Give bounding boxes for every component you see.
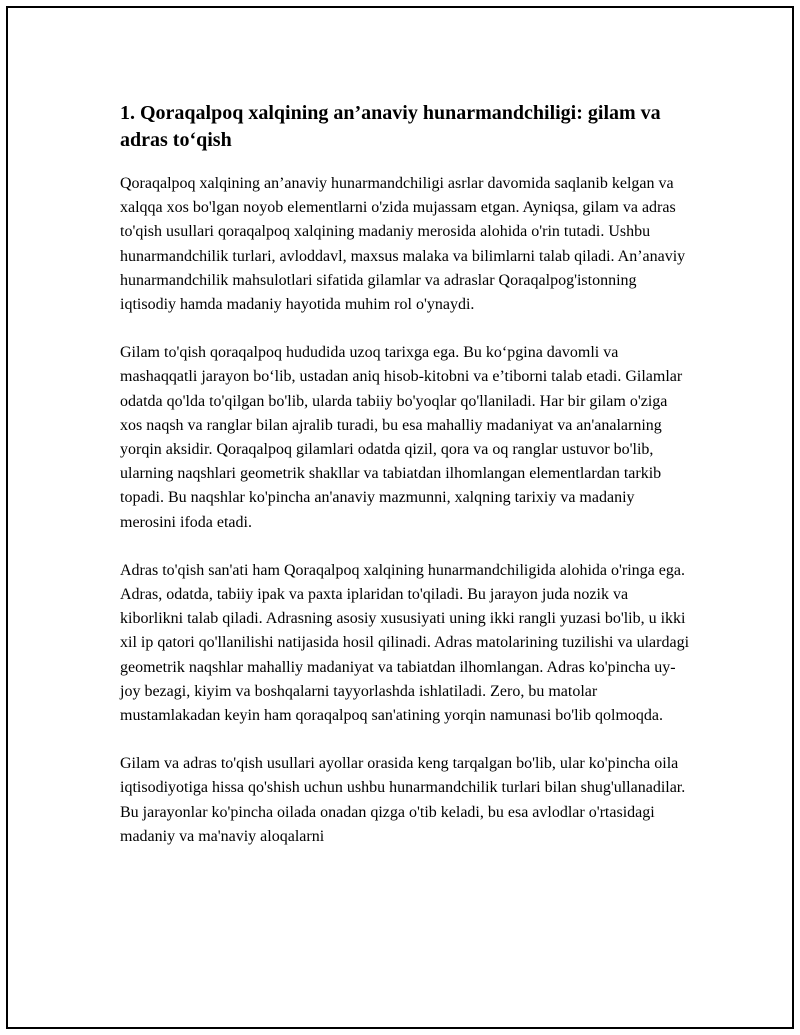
document-body [120, 100, 692, 873]
page-frame [6, 6, 794, 1029]
paragraph-gilam: Gilam to'qish qoraqalpoq hududida uzoq tarixga ega. Bu ko‘pgina davomli va mashaqqatli jarayon bo‘lib, ustadan aniq hisob-kitobni va e’tiborni talab etadi. Gilamlar odatda qo'lda to'qilgan bo'lib, ularda tabiiy bo'yoqlar qo'llaniladi. Har bir gilam o'ziga xos naqsh va ranglar bilan ajralib turadi, bu esa mahalliy madaniyat va an'analarning yorqin aksidir. Qoraqalpoq gilamlari odatda qizil, qora va oq ranglar ustuvor bo'lib, ularning naqshlari geometrik shakllar va tabiatdan ilhomlangan elementlardan tarkib topadi. Bu naqshlar ko'pincha an'anaviy mazmunni, xalqning tarixiy va madaniy merosini ifoda etadi. [120, 344, 683, 531]
paragraph-women: Gilam va adras to'qish usullari ayollar orasida keng tarqalgan bo'lib, ular ko'pincha oila iqtisodiyotiga hissa qo'shish uchun ushbu hunarmandchilik turlari bilan shug'ullanadilar. Bu jarayonlar ko'pincha oilada onadan qizga o'tib keladi, bu esa avlodlar o'rtasidagi madaniy va ma'naviy aloqalarni [120, 755, 686, 845]
section-title: 1. Qoraqalpoq xalqining an’anaviy hunarmandchiligi: gilam va adras to‘qish [120, 102, 661, 151]
paragraph-intro: Qoraqalpoq xalqining an’anaviy hunarmandchiligi asrlar davomida saqlanib kelgan va xalqqa xos bo'lgan noyob elementlarni o'zida mujassam etgan. Ayniqsa, gilam va adras to'qish usullari qoraqalpoq xalqining madaniy merosida alohida o'rin tutadi. Ushbu hunarmandchilik turlari, avloddavl, maxsus malaka va bilimlarni talab qiladi. An’anaviy hunarmandchilik mahsulotlari sifatida gilamlar va adraslar Qoraqalpog'istonning iqtisodiy hamda madaniy hayotida muhim rol o'ynaydi. [120, 175, 686, 314]
paragraph-adras: Adras to'qish san'ati ham Qoraqalpoq xalqining hunarmandchiligida alohida o'ringa ega. Adras, odatda, tabiiy ipak va paxta iplaridan to'qiladi. Bu jarayon juda nozik va kiborlikni talab qiladi. Adrasning asosiy xususiyati uning ikki rangli yuzasi bo'lib, u ikki xil ip qatori qo'llanilishi natijasida hosil qilinadi. Adras matolarining tuzilishi va ulardagi geometrik naqshlar mahalliy madaniyat va tabiatdan ilhomlangan. Adras ko'pincha uy-joy bezagi, kiyim va boshqalarni tayyorlashda ishlatiladi. Zero, bu matolar mustamlakadan keyin ham qoraqalpoq san'atining yorqin namunasi bo'lib qolmoqda. [120, 561, 690, 725]
